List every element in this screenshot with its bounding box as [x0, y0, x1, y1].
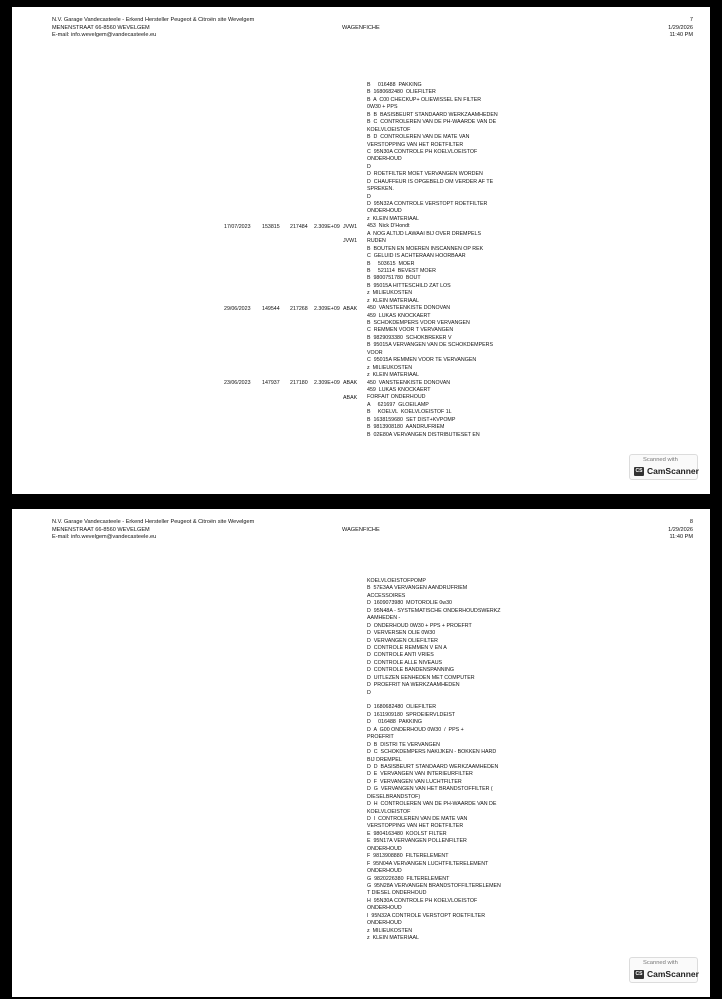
work-line: KOELVLOEISTOFPOMP	[367, 578, 426, 584]
work-line: D CONTROLE BANDENSPANNING	[367, 667, 455, 674]
work-line: G 95N28A VERVANGEN BRANDSTOFFILTERELEMEN	[367, 882, 501, 889]
record-order-number: 149544	[262, 305, 280, 312]
document-title: WAGENFICHE	[342, 527, 380, 533]
work-line: A 621697 GLOEILAMP	[367, 401, 429, 408]
work-line: B 95015A VERVANGEN VAN DE SCHOKDEMPERS	[367, 342, 493, 349]
work-line: z KLEIN MATERIAAL	[367, 215, 420, 222]
work-line: D UITLEZEN EENHEDEN MET COMPUTER	[367, 674, 475, 681]
work-line: B 02E80A VERVANGEN DISTRIBUTIESET EN	[367, 431, 480, 438]
company-name: N.V. Garage Vandecasteele - Erkend Hersteller Peugeot & Citroën site Wevelgem	[52, 17, 255, 23]
print-time: 11:40 PM	[669, 32, 693, 39]
company-header	[52, 519, 254, 542]
record-date: 29/06/2023	[224, 305, 251, 312]
work-line: B 57E3AA VERVANGEN AANDRIJFRIEM	[367, 585, 468, 592]
work-line: D I CONTROLEREN VAN DE MATE VAN	[367, 816, 468, 822]
work-line: D H CONTROLEREN VAN DE PH-WAARDE VAN DE	[367, 801, 497, 808]
work-line: D B DISTRI TE VERVANGEN	[367, 741, 440, 748]
work-line: 459 LUKAS KNOCKAERT	[367, 386, 431, 393]
work-line: D CONTROLE ALLE NIVEAUS	[367, 659, 443, 666]
company-email: E-mail: info.wevelgem@vandecasteele.eu	[52, 534, 157, 541]
work-line: D 95N48A - SYSTEMATISCHE ONDERHOUDSWERKZ	[367, 607, 501, 614]
work-line: ONDERHOUD	[367, 208, 402, 215]
work-line: 459 LUKAS KNOCKAERT	[367, 312, 431, 319]
record-km: 217268	[290, 305, 308, 312]
work-line: B 521114 BEVEST MOER	[367, 267, 436, 274]
company-address: MENENSTRAAT 66-8560 WEVELGEM	[52, 526, 150, 533]
work-line: A NOG ALTIJD LAWAAI BIJ OVER DREMPELS	[367, 230, 482, 237]
work-line: 0W30 + PPS	[367, 104, 398, 111]
work-line: D CONTROLE REMMEN V EN A	[367, 644, 447, 651]
work-line: z MILIEUKOSTEN	[367, 364, 413, 371]
work-lines	[367, 82, 498, 439]
work-line: B 016488 PAKKING	[367, 82, 422, 88]
work-line: BIJ DREMPEL	[367, 756, 402, 763]
work-line: D F VERVANGEN VAN LUCHTFILTER	[367, 778, 462, 785]
work-line: AAMHEDEN -	[367, 615, 401, 622]
work-line: 450 VANSTEENKISTE DONOVAN	[367, 305, 451, 312]
record-technician: ABAK	[343, 305, 358, 312]
work-line: G 9820226380 FILTERELEMENT	[367, 875, 450, 882]
record-order-number: 147937	[262, 380, 280, 386]
work-line: 453 Nick D'Hondt	[367, 223, 410, 230]
scanned-with-label: Scanned with	[643, 457, 678, 463]
record-technician: ABAK	[343, 380, 358, 386]
work-line: FORFAIT ONDERHOUD	[367, 394, 426, 401]
work-line: F 9813908880 FILTERELEMENT	[367, 853, 449, 860]
work-line: D CHAUFFEUR IS OPGEBELD OM VERDER AF TE	[367, 178, 494, 185]
work-line: D ROETFILTER MOET VERVANGEN WORDEN	[367, 171, 483, 178]
page-number: 8	[689, 519, 693, 525]
work-line: E 95N17A VERVANGEN POLLENFILTER	[367, 838, 467, 845]
page-meta	[668, 519, 693, 542]
work-line: D 1611909180 SPROEIERVLDEIST	[367, 711, 456, 718]
company-address: MENENSTRAAT 66-8560 WEVELGEM	[52, 24, 150, 31]
work-line: D	[367, 689, 371, 696]
work-line: D	[367, 163, 371, 170]
camscanner-badge	[629, 957, 698, 983]
print-date: 1/29/2026	[668, 526, 693, 533]
record-code: 2.309E+09	[314, 223, 340, 230]
record-date: 17/07/2023	[224, 223, 251, 230]
record-km: 217180	[290, 380, 308, 386]
work-line: B B BASISBEURT STANDAARD WERKZAAMHEDEN	[367, 111, 498, 118]
work-line: z MILIEUKOSTEN	[367, 927, 413, 934]
print-date: 1/29/2026	[668, 24, 693, 31]
work-line: B 95015A HITTESCHILD ZAT LOS	[367, 282, 451, 289]
work-line: ACCESSOIRES	[367, 592, 406, 599]
work-line: C GELUID IS ACHTERAAN HOORBAAR	[367, 253, 466, 260]
work-line: B 9813908180 AANDRUFRIEM	[367, 424, 445, 431]
work-line	[367, 697, 501, 704]
work-line: z KLEIN MATERIAAL	[367, 297, 420, 304]
record-order-number: 153815	[262, 223, 280, 230]
document-page-8	[12, 509, 710, 997]
work-line: B BOUTEN EN MOEREN INSCANNEN OP REK	[367, 245, 484, 252]
work-line: D 1609073980 MOTOROLIE 0w30	[367, 600, 452, 607]
record-code: 2.309E+09	[314, 305, 340, 312]
work-line: ONDERHOUD	[367, 156, 402, 163]
work-line: z KLEIN MATERIAAL	[367, 935, 420, 941]
work-line: KOELVLOEISTOF	[367, 126, 411, 133]
work-line: D	[367, 193, 371, 200]
camscanner-badge	[629, 454, 698, 480]
work-line: B 1680682480 OLIEFILTER	[367, 89, 436, 96]
work-line: B C CONTROLEREN VAN DE PH-WAARDE VAN DE	[367, 119, 497, 126]
work-line: D VERVANGEN OLIEFILTER	[367, 637, 438, 644]
work-line: VOOR	[367, 349, 383, 356]
work-line: H 95N30A CONTROLE PH KOELVLOEISTOF	[367, 897, 478, 904]
work-line: C REMMEN VOOR T VERVANGEN	[367, 327, 454, 334]
work-line: B SCHOKDEMPERS VOOR VERVANGEN	[367, 320, 470, 326]
work-line: ONDERHOUD	[367, 868, 402, 875]
page-number: 7	[689, 17, 693, 23]
work-line: B KOELVL KOELVLOEISTOF 1L	[367, 409, 452, 416]
work-lines	[367, 578, 501, 942]
document-page-7	[12, 7, 710, 494]
work-line: C 95N30A CONTROLE PH KOELVLOEISTOF	[367, 148, 478, 155]
work-line: C 95015A REMMEN VOOR TE VERVANGEN	[367, 357, 477, 364]
work-line: B 503615 MOER	[367, 260, 415, 267]
work-line: I 95N32A CONTROLE VERSTOPT ROETFILTER	[367, 912, 486, 919]
work-line: ONDERHOUD	[367, 920, 402, 927]
work-line: VERSTOPPING VAN HET ROETFILTER	[367, 823, 464, 830]
work-line: B 9800751780 BOUT	[367, 275, 421, 282]
document-title: WAGENFICHE	[342, 25, 380, 31]
company-header	[52, 17, 254, 40]
page-meta	[668, 17, 693, 40]
work-line: z MILIEUKOSTEN	[367, 290, 413, 297]
work-line: RUDEN	[367, 238, 386, 245]
work-line: D PROEFRIT NA WERKZAAMHEDEN	[367, 682, 460, 689]
company-email: E-mail: info.wevelgem@vandecasteele.eu	[52, 32, 157, 39]
work-line: D A G00 ONDERHOUD 0W30 / PPS +	[367, 726, 464, 733]
work-line: D VERVERSEN OLIE 0W30	[367, 630, 436, 637]
work-line: ONDERHOUD	[367, 905, 402, 912]
record-technician-secondary: JVW1	[343, 238, 358, 245]
print-time: 11:40 PM	[669, 534, 693, 541]
work-line: E 9804163480 KOOLST FILTER	[367, 830, 447, 837]
work-line: D ONDERHOUD 0W30 + PPS + PROEFRT	[367, 622, 472, 629]
work-line: B D CONTROLEREN VAN DE MATE VAN	[367, 134, 470, 141]
work-line: D 016488 PAKKING	[367, 719, 422, 726]
record-technician-secondary: ABAK	[343, 394, 358, 401]
work-line: ONDERHOUD	[367, 845, 402, 852]
work-line: D CONTROLE ANTI VRIES	[367, 652, 434, 659]
work-line: F 95N04A VERVANGEN LUCHTFILTERELEMENT	[367, 860, 489, 867]
work-line: D 95N32A CONTROLE VERSTOPT ROETFILTER	[367, 201, 488, 207]
camscanner-brand: CamScanner	[647, 969, 699, 979]
work-line: SPREKEN.	[367, 186, 394, 193]
work-line: 450 VANSTEENKISTE DONOVAN	[367, 379, 451, 386]
record-technician: JVW1	[343, 223, 358, 230]
work-line: D D BASISBEURT STANDAARD WERKZAAMHEDEN	[367, 763, 499, 770]
work-line: B 9829093380 SCHOKBREKER V	[367, 334, 452, 341]
camscanner-brand: CamScanner	[647, 466, 699, 476]
record-km: 217484	[290, 223, 308, 230]
company-name: N.V. Garage Vandecasteele - Erkend Hersteller Peugeot & Citroën site Wevelgem	[52, 519, 255, 525]
record-date: 23/06/2023	[224, 380, 251, 386]
work-line: D G VERVANGEN VAN HET BRANDSTOFFILTER (	[367, 786, 493, 793]
camscanner-logo-icon: CS	[635, 971, 643, 977]
work-line: D E VERVANGEN VAN INTERIEURFILTER	[367, 771, 473, 778]
work-line: PROEFRIT	[367, 734, 394, 741]
work-line: T DIESEL ONDERHOUD	[367, 890, 427, 897]
work-line: D 1680682480 OLIEFILTER	[367, 704, 437, 711]
scanned-with-label: Scanned with	[643, 960, 678, 966]
work-line: D C SCHOKDEMPERS NAKIJKEN - BOKKEN HARD	[367, 749, 497, 756]
record-code: 2.309E+09	[314, 380, 340, 386]
work-line: B A C00 CHECKUP+ OLIEWISSEL EN FILTER	[367, 96, 482, 103]
work-line: B 1638159680 SET DIST+KVPOMP	[367, 416, 456, 423]
work-line: KOELVLOEISTOF	[367, 808, 411, 815]
work-line: DIESELBRANDSTOF)	[367, 793, 421, 800]
work-line: VERSTOPPING VAN HET ROETFILTER	[367, 141, 464, 148]
camscanner-logo-icon: CS	[635, 468, 643, 474]
work-line: z KLEIN MATERIAAL	[367, 372, 420, 379]
